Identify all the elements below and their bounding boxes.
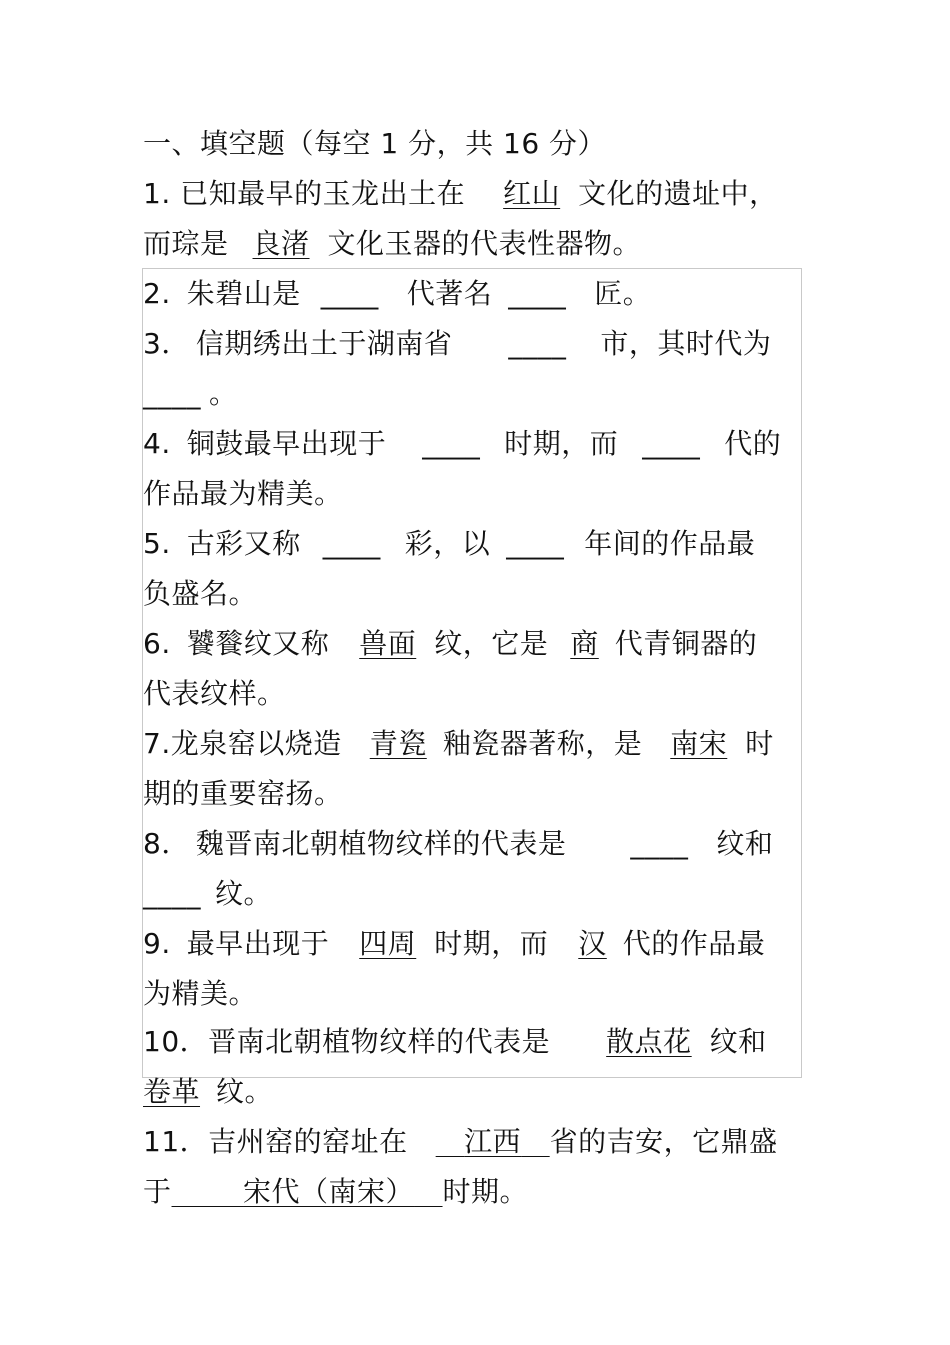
question-text: 市，其时代为 (600, 327, 772, 360)
question-text: 朱碧山是 (186, 277, 301, 310)
blank: ____ (422, 427, 481, 460)
answer-fill: 商 (570, 627, 599, 660)
question-text: 魏晋南北朝植物纹样的代表是 (195, 827, 567, 860)
question-5-line-1 (143, 524, 755, 564)
question-text: 信期绣出土于湖南省 (195, 327, 453, 360)
question-text: 年间的作品最 (584, 527, 756, 560)
question-8-line-2 (143, 874, 272, 914)
question-text: 晋南北朝植物纹样的代表是 (208, 1025, 551, 1058)
question-5-line-2 (143, 574, 257, 614)
answer-fill: 江西 (464, 1125, 522, 1158)
question-text: 时期。 (442, 1175, 529, 1208)
question-text: 时期，而 (434, 927, 549, 960)
answer-fill-wrapper (436, 1125, 550, 1158)
question-text: 铜鼓最早出现于 (186, 427, 387, 460)
question-text: 饕餮纹又称 (186, 627, 330, 660)
question-text: 期的重要窑扬。 (143, 777, 343, 810)
question-text: 为精美。 (143, 977, 258, 1010)
question-number: 9. (143, 927, 171, 960)
blank: ____ (642, 427, 701, 460)
question-9-line-2 (143, 974, 257, 1014)
question-7-line-1 (143, 724, 774, 764)
answer-fill: 四周 (359, 927, 417, 960)
question-10-line-1 (143, 1022, 767, 1062)
question-text: 代的作品最 (622, 927, 766, 960)
question-text: 纹，它是 (434, 627, 549, 660)
question-number: 11． (143, 1125, 209, 1158)
question-text: 代表纹样。 (143, 677, 286, 710)
question-text: 而琮是 (143, 227, 229, 260)
answer-fill: 红山 (503, 177, 561, 210)
answer-fill: 南宋 (670, 727, 728, 760)
section-title (143, 124, 606, 164)
question-1-line-2 (143, 224, 641, 264)
question-text: 匠。 (594, 277, 652, 310)
question-number: 7. (143, 727, 171, 760)
question-text: 已知最早的玉龙出土在 (180, 177, 466, 210)
question-text: 代的 (724, 427, 782, 460)
question-number: 1. (143, 177, 171, 210)
question-2-line-1 (143, 274, 651, 314)
blank: ____ (508, 277, 567, 310)
blank: ____ (630, 827, 689, 860)
question-6-line-2 (143, 674, 286, 714)
question-4-line-2 (143, 474, 343, 514)
answer-fill: 兽面 (359, 627, 417, 660)
question-number: 2. (143, 277, 171, 310)
question-number: 8． (143, 827, 190, 860)
question-text: 。 (209, 377, 238, 410)
question-11-line-2 (143, 1172, 528, 1212)
answer-fill: 良渚 (252, 227, 310, 260)
answer-fill: 卷革 (143, 1075, 201, 1108)
question-text: 吉州窑的窑址在 (208, 1125, 408, 1158)
answer-fill: 青瓷 (369, 727, 427, 760)
question-text: 古彩又称 (186, 527, 301, 560)
blank: ____ (320, 277, 379, 310)
question-text: 纹。 (215, 877, 273, 910)
question-6-line-1 (143, 624, 757, 664)
answer-fill-wrapper (172, 1175, 443, 1208)
question-number: 5. (143, 527, 171, 560)
question-3-line-2 (143, 374, 238, 414)
question-11-line-1 (143, 1122, 778, 1162)
question-text: 文化的遗址中， (578, 177, 778, 210)
question-text: 于 (143, 1175, 172, 1208)
answer-fill: 宋代（南宋） (243, 1175, 415, 1208)
answer-fill: 散点花 (606, 1025, 692, 1058)
question-text: 龙泉窑以烧造 (170, 727, 342, 760)
question-9-line-1 (143, 924, 765, 964)
section-title-text: 一、填空题（每空 1 分，共 16 分） (143, 127, 607, 160)
question-text: 纹。 (216, 1075, 274, 1108)
question-text: 时期，而 (504, 427, 619, 460)
question-text: 最早出现于 (186, 927, 330, 960)
question-text: 纹和 (716, 827, 774, 860)
question-text: 时 (745, 727, 774, 760)
question-text: 纹和 (709, 1025, 767, 1058)
question-text: 釉瓷器著称，是 (442, 727, 643, 760)
blank: ____ (143, 377, 201, 410)
blank: ____ (322, 527, 381, 560)
question-number: 10． (143, 1025, 209, 1058)
question-text: 代青铜器的 (614, 627, 758, 660)
blank: ____ (506, 527, 565, 560)
question-text: 作品最为精美。 (143, 477, 343, 510)
blank: ____ (143, 877, 201, 910)
question-4-line-1 (143, 424, 781, 464)
question-number: 6. (143, 627, 171, 660)
question-text: 代著名 (406, 277, 493, 310)
question-text: 文化玉器的代表性器物。 (327, 227, 642, 260)
question-number: 3． (143, 327, 190, 360)
question-3-line-1 (143, 324, 771, 364)
question-8-line-1 (143, 824, 773, 864)
question-text: 负盛名。 (143, 577, 258, 610)
question-text: 省的吉安，它鼎盛 (549, 1125, 778, 1158)
question-text: 彩，以 (404, 527, 491, 560)
answer-fill: 汉 (578, 927, 607, 960)
question-1-line-1 (143, 174, 778, 214)
question-number: 4. (143, 427, 171, 460)
question-10-line-2 (143, 1072, 273, 1112)
question-7-line-2 (143, 774, 343, 814)
blank: ____ (508, 327, 567, 360)
